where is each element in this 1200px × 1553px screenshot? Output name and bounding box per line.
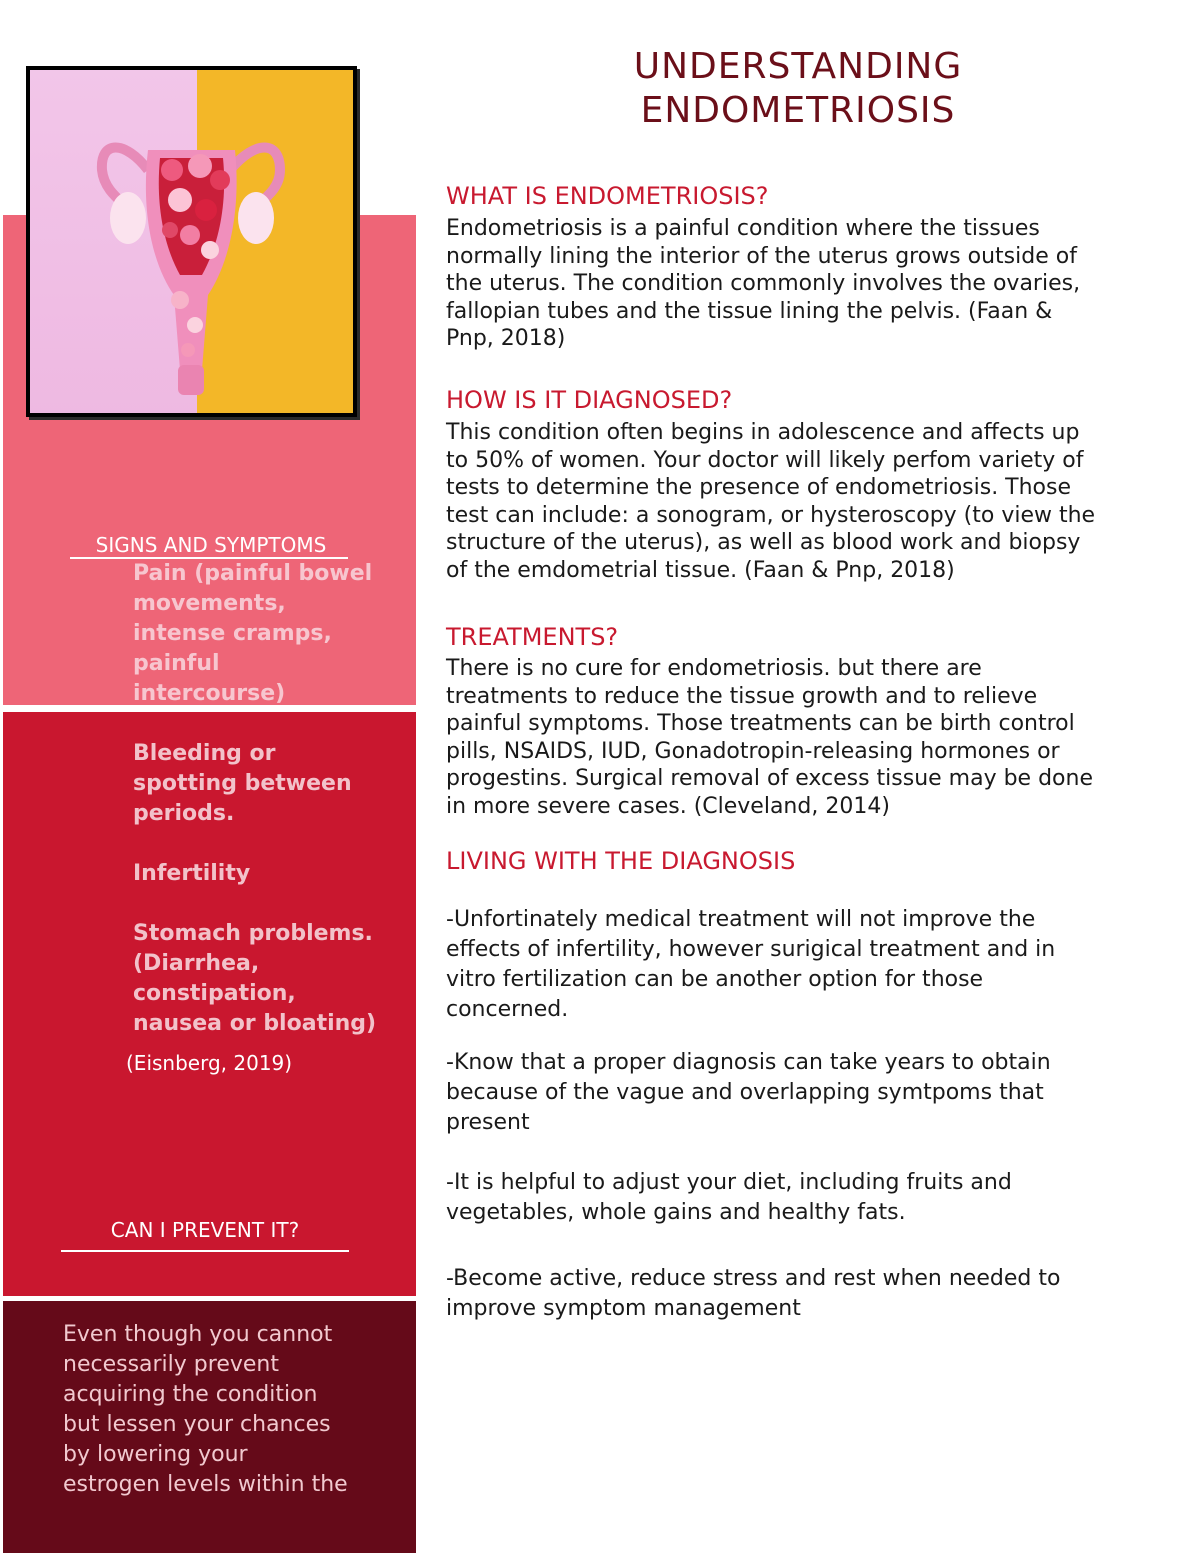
symptom-pain: Pain (painful bowel movements, intense cramps, painful intercourse) (133, 561, 373, 706)
living-bullet-infertility: -Unfortinately medical treatment will not improve the effects of infertility, however surigical treatment and in vitro fertilization can be another option for those concerned. (446, 907, 1056, 1022)
treatments-heading: TREATMENTS? (446, 623, 619, 651)
signs-heading: SIGNS AND SYMPTOMS (95, 533, 327, 557)
signs-citation: (Eisnberg, 2019) (126, 1051, 293, 1075)
uterus-photo (26, 66, 357, 417)
prevent-heading-rule (61, 1250, 349, 1252)
living-heading: LIVING WITH THE DIAGNOSIS (446, 847, 796, 875)
prevent-heading: CAN I PREVENT IT? (110, 1218, 300, 1242)
prevent-body: Even though you cannot necessarily prevent acquiring the condition but lessen your chances by lowering your estrogen levels within the (63, 1322, 348, 1497)
what-is-body: Endometriosis is a painful condition where the tissues normally lining the interior of the uterus grows outside of the uterus. The condition commonly involves the ovaries, fallopian tubes and the tissue lining the pelvis. (Faan & Pnp, 2018) (446, 216, 1081, 351)
what-is-heading: WHAT IS ENDOMETRIOSIS? (446, 182, 769, 210)
symptom-infertility: Infertility (133, 861, 251, 886)
symptom-bleeding: Bleeding or spotting between periods. (133, 741, 352, 826)
diagnosed-heading: HOW IS IT DIAGNOSED? (446, 386, 733, 414)
paper-uterus-flowers-illustration (30, 70, 353, 413)
living-bullet-diet: -It is helpful to adjust your diet, including fruits and vegetables, whole gains and healthy fats. (446, 1170, 1012, 1225)
living-bullet-activity: -Become active, reduce stress and rest when needed to improve symptom management (446, 1266, 1061, 1321)
living-bullet-diagnosis-time: -Know that a proper diagnosis can take years to obtain because of the vague and overlapping symtpoms that present (446, 1050, 1051, 1135)
page-title: UNDERSTANDING ENDOMETRIOSIS (633, 46, 963, 131)
symptom-stomach: Stomach problems. (Diarrhea, constipation, nausea or bloating) (133, 921, 377, 1036)
treatments-body: There is no cure for endometriosis. but there are treatments to reduce the tissue growth and to relieve painful symptoms. Those treatments can be birth control pills, NSAIDS, IUD, Gonadotropin-releasing hormones or progestins. Surgical removal of excess tissue may be done in more severe cases. (Cleveland, 2014) (446, 656, 1093, 819)
diagnosed-body: This condition often begins in adolescence and affects up to 50% of women. Your doctor will likely perfom variety of tests to determine the presence of endometriosis. Those test can include: a sonogram, or hysteroscopy (to view the structure of the uterus), as well as blood work and biopsy of the emdometrial tissue. (Faan & Pnp, 2018) (446, 420, 1096, 583)
